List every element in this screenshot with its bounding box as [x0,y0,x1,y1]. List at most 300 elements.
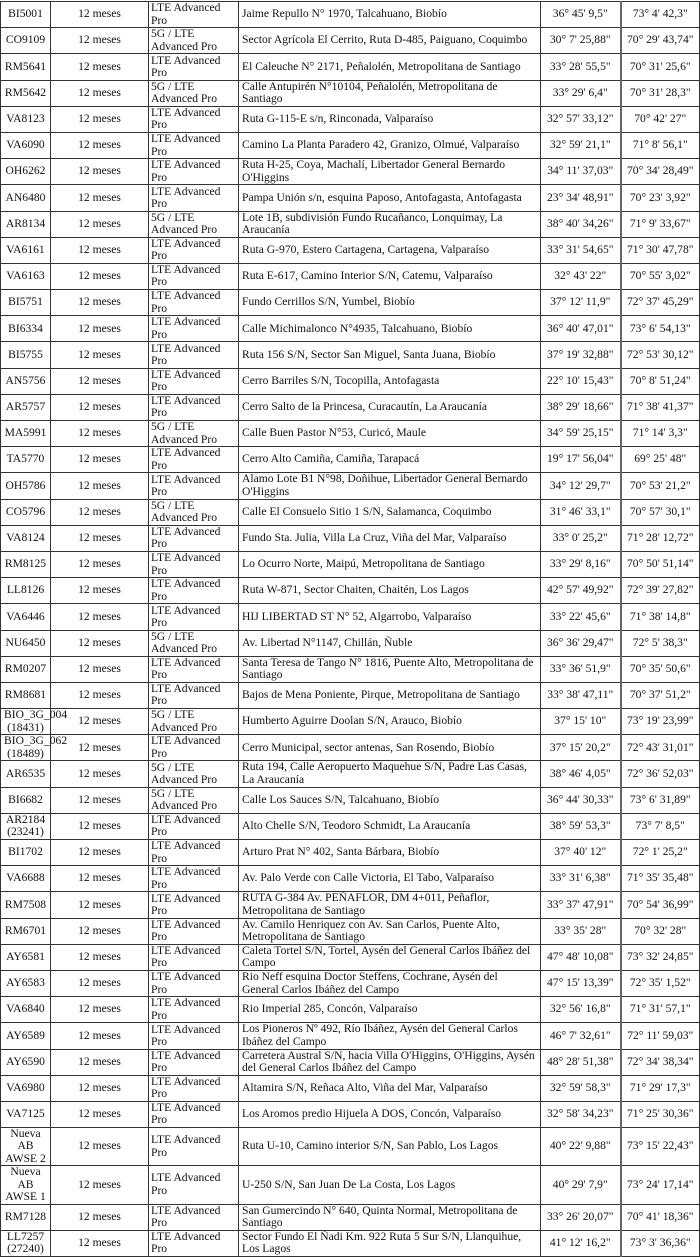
longitude-cell: 73° 32' 24,85" [621,944,700,970]
longitude-cell: 71° 30' 47,78" [621,237,700,263]
technology-cell: LTE Advanced Pro [149,1075,239,1101]
duration-cell: 12 meses [51,316,149,342]
address-cell: Ruta H-25, Coya, Machalí, Libertador General Bernardo O'Higgins [239,159,541,185]
address-cell: Lote 1B, subdivisión Fundo Rucañanco, Lonquimay, La Araucanía [239,211,541,237]
site-id-cell: MA5991 [1,421,51,447]
duration-cell: 12 meses [51,970,149,996]
site-id-cell: BI1702 [1,840,51,866]
table-row [1,604,700,630]
site-id-cell: AN6480 [1,185,51,211]
address-cell: Sector Fundo El Ñadi Km. 922 Ruta 5 Sur S/N, Llanquihue, Los Lagos [239,1230,541,1256]
site-id-cell: VA6161 [1,237,51,263]
site-id-cell: BIO_3G_062 (18489) [1,735,51,761]
table-row [1,761,700,787]
latitude-cell: 36° 44' 30,33" [541,787,621,813]
longitude-cell: 72° 1' 25,2" [621,840,700,866]
longitude-cell: 70° 35' 50,6" [621,656,700,682]
address-cell: Humberto Aguirre Doolan S/N, Arauco, Biobío [239,709,541,735]
site-id-cell: BI5755 [1,342,51,368]
latitude-cell: 34° 11' 37,03" [541,159,621,185]
latitude-cell: 37° 19' 32,88" [541,342,621,368]
table-row [1,290,700,316]
longitude-cell: 70° 55' 3,02" [621,263,700,289]
duration-cell: 12 meses [51,1230,149,1256]
technology-cell: LTE Advanced Pro [149,656,239,682]
address-cell: Cerro Barriles S/N, Tocopilla, Antofagasta [239,368,541,394]
latitude-cell: 37° 15' 20,2" [541,735,621,761]
address-cell: Santa Teresa de Tango N° 1816, Puente Alto, Metropolitana de Santiago [239,656,541,682]
site-id-cell: RM7128 [1,1204,51,1230]
address-cell: Los Aromos predio Hijuela A DOS, Concón, Valparaíso [239,1101,541,1127]
address-cell: Lo Ocurro Norte, Maipú, Metropolitana de Santiago [239,551,541,577]
duration-cell: 12 meses [51,80,149,106]
table-row [1,211,700,237]
duration-cell: 12 meses [51,1049,149,1075]
technology-cell: LTE Advanced Pro [149,394,239,420]
duration-cell: 12 meses [51,630,149,656]
latitude-cell: 32° 56' 16,8" [541,997,621,1023]
table-row [1,1075,700,1101]
table-row [1,682,700,708]
duration-cell: 12 meses [51,368,149,394]
table-row [1,1166,700,1204]
latitude-cell: 38° 46' 4,05" [541,761,621,787]
sites-table [0,1,700,1257]
duration-cell: 12 meses [51,1128,149,1166]
technology-cell: LTE Advanced Pro [149,1204,239,1230]
duration-cell: 12 meses [51,28,149,54]
longitude-cell: 70° 34' 28,49" [621,159,700,185]
duration-cell: 12 meses [51,1204,149,1230]
duration-cell: 12 meses [51,551,149,577]
technology-cell: LTE Advanced Pro [149,970,239,996]
technology-cell: LTE Advanced Pro [149,1023,239,1049]
address-cell: Caleta Tortel S/N, Tortel, Aysén del General Carlos Ibáñez del Campo [239,944,541,970]
address-cell: Rio Imperial 285, Concón, Valparaíso [239,997,541,1023]
longitude-cell: 71° 35' 35,48" [621,866,700,892]
duration-cell: 12 meses [51,735,149,761]
longitude-cell: 70° 37' 51,2" [621,682,700,708]
longitude-cell: 72° 11' 59,03" [621,1023,700,1049]
table-row [1,1204,700,1230]
table-row [1,316,700,342]
duration-cell: 12 meses [51,709,149,735]
latitude-cell: 32° 59' 58,3" [541,1075,621,1101]
site-id-cell: RM0207 [1,656,51,682]
longitude-cell: 72° 43' 31,01" [621,735,700,761]
duration-cell: 12 meses [51,290,149,316]
address-cell: Alamo Lote B1 N°98, Doñihue, Libertador General Bernardo O'Higgins [239,473,541,499]
address-cell: Calle Los Sauces S/N, Talcahuano, Biobío [239,787,541,813]
table-row [1,1128,700,1166]
latitude-cell: 33° 28' 55,5" [541,54,621,80]
latitude-cell: 37° 12' 11,9" [541,290,621,316]
site-id-cell: AR6535 [1,761,51,787]
longitude-cell: 72° 37' 45,29" [621,290,700,316]
site-id-cell: VA7125 [1,1101,51,1127]
longitude-cell: 70° 32' 28" [621,918,700,944]
duration-cell: 12 meses [51,1166,149,1204]
longitude-cell: 71° 14' 3,3" [621,421,700,447]
longitude-cell: 70° 41' 18,36" [621,1204,700,1230]
table-row [1,159,700,185]
table-row [1,787,700,813]
latitude-cell: 36° 40' 47,01" [541,316,621,342]
technology-cell: LTE Advanced Pro [149,892,239,918]
address-cell: Ruta U-10, Camino interior S/N, San Pablo, Los Lagos [239,1128,541,1166]
site-id-cell: RM5641 [1,54,51,80]
duration-cell: 12 meses [51,211,149,237]
address-cell: Ruta 156 S/N, Sector San Miguel, Santa Juana, Biobío [239,342,541,368]
site-id-cell: BI5751 [1,290,51,316]
address-cell: Cerro Salto de la Princesa, Curacautín, La Araucanía [239,394,541,420]
longitude-cell: 71° 28' 12,72" [621,525,700,551]
address-cell: Av. Libertad N°1147, Chillán, Ñuble [239,630,541,656]
latitude-cell: 33° 36' 51,9" [541,656,621,682]
site-id-cell: VA6446 [1,604,51,630]
table-row [1,421,700,447]
latitude-cell: 32° 58' 34,23" [541,1101,621,1127]
duration-cell: 12 meses [51,263,149,289]
site-id-cell: AY6583 [1,970,51,996]
latitude-cell: 34° 12' 29,7" [541,473,621,499]
table-row [1,1049,700,1075]
duration-cell: 12 meses [51,132,149,158]
table-row [1,368,700,394]
technology-cell: LTE Advanced Pro [149,1128,239,1166]
address-cell: San Gumercindo N° 640, Quinta Normal, Metropolitana de Santiago [239,1204,541,1230]
latitude-cell: 36° 45' 9,5" [541,2,621,28]
site-id-cell: VA6840 [1,997,51,1023]
duration-cell: 12 meses [51,813,149,839]
latitude-cell: 37° 40' 12" [541,840,621,866]
table-row [1,28,700,54]
table-row [1,1230,700,1256]
longitude-cell: 73° 7' 8,5" [621,813,700,839]
address-cell: Los Pioneros Nº 492, Río Ibáñez, Aysén del General Carlos Ibáñez del Campo [239,1023,541,1049]
technology-cell: LTE Advanced Pro [149,840,239,866]
address-cell: Jaime Repullo N° 1970, Talcahuano, Biobío [239,2,541,28]
latitude-cell: 48° 28' 51,38" [541,1049,621,1075]
longitude-cell: 71° 25' 30,36" [621,1101,700,1127]
address-cell: Camino La Planta Paradero 42, Granizo, Olmué, Valparaíso [239,132,541,158]
technology-cell: 5G / LTE Advanced Pro [149,499,239,525]
technology-cell: LTE Advanced Pro [149,237,239,263]
address-cell: Cerro Municipal, sector antenas, San Rosendo, Biobío [239,735,541,761]
table-row [1,630,700,656]
longitude-cell: 70° 23' 3,92" [621,185,700,211]
table-row [1,1023,700,1049]
technology-cell: 5G / LTE Advanced Pro [149,421,239,447]
longitude-cell: 70° 42' 27" [621,106,700,132]
table-row [1,394,700,420]
technology-cell: LTE Advanced Pro [149,106,239,132]
longitude-cell: 71° 31' 57,1" [621,997,700,1023]
latitude-cell: 47° 15' 13,39" [541,970,621,996]
longitude-cell: 73° 15' 22,43" [621,1128,700,1166]
technology-cell: 5G / LTE Advanced Pro [149,709,239,735]
duration-cell: 12 meses [51,185,149,211]
duration-cell: 12 meses [51,421,149,447]
address-cell: RUTA G-384 Av. PEÑAFLOR, DM 4+011, Peñaflor, Metropolitana de Santiago [239,892,541,918]
latitude-cell: 47° 48' 10,08" [541,944,621,970]
longitude-cell: 73° 4' 42,3" [621,2,700,28]
table-row [1,551,700,577]
latitude-cell: 32° 43' 22" [541,263,621,289]
latitude-cell: 34° 59' 25,15" [541,421,621,447]
site-id-cell: CO9109 [1,28,51,54]
technology-cell: LTE Advanced Pro [149,1049,239,1075]
duration-cell: 12 meses [51,1023,149,1049]
technology-cell: LTE Advanced Pro [149,1166,239,1204]
technology-cell: LTE Advanced Pro [149,866,239,892]
latitude-cell: 30° 7' 25,88" [541,28,621,54]
latitude-cell: 33° 31' 54,65" [541,237,621,263]
longitude-cell: 72° 5' 38,3" [621,630,700,656]
site-id-cell: RM6701 [1,918,51,944]
site-id-cell: VA8124 [1,525,51,551]
table-row [1,997,700,1023]
address-cell: Calle Michimalonco N°4935, Talcahuano, Biobío [239,316,541,342]
duration-cell: 12 meses [51,682,149,708]
table-row [1,944,700,970]
latitude-cell: 33° 37' 47,91" [541,892,621,918]
site-id-cell: BIO_3G_004 (18431) [1,709,51,735]
longitude-cell: 70° 8' 51,24" [621,368,700,394]
longitude-cell: 73° 3' 36,36" [621,1230,700,1256]
site-id-cell: TA5770 [1,447,51,473]
duration-cell: 12 meses [51,159,149,185]
address-cell: Alto Chelle S/N, Teodoro Schmidt, La Araucanía [239,813,541,839]
technology-cell: 5G / LTE Advanced Pro [149,630,239,656]
technology-cell: LTE Advanced Pro [149,263,239,289]
address-cell: U-250 S/N, San Juan De La Costa, Los Lagos [239,1166,541,1204]
latitude-cell: 38° 59' 53,3" [541,813,621,839]
longitude-cell: 73° 19' 23,99" [621,709,700,735]
longitude-cell: 69° 25' 48" [621,447,700,473]
site-id-cell: VA6090 [1,132,51,158]
technology-cell: 5G / LTE Advanced Pro [149,28,239,54]
address-cell: Pampa Unión s/n, esquina Paposo, Antofagasta, Antofagasta [239,185,541,211]
latitude-cell: 19° 17' 56,04" [541,447,621,473]
longitude-cell: 70° 54' 36,99" [621,892,700,918]
duration-cell: 12 meses [51,499,149,525]
table-row [1,813,700,839]
duration-cell: 12 meses [51,342,149,368]
duration-cell: 12 meses [51,892,149,918]
site-id-cell: RM8681 [1,682,51,708]
duration-cell: 12 meses [51,1075,149,1101]
site-id-cell: OH5786 [1,473,51,499]
address-cell: Calle El Consuelo Sitio 1 S/N, Salamanca, Coquimbo [239,499,541,525]
longitude-cell: 70° 29' 43,74" [621,28,700,54]
address-cell: Calle Buen Pastor N°53, Curicó, Maule [239,421,541,447]
longitude-cell: 70° 57' 30,1" [621,499,700,525]
table-row [1,918,700,944]
site-id-cell: Nueva AB AWSE 2 [1,1128,51,1166]
longitude-cell: 71° 9' 33,67" [621,211,700,237]
technology-cell: LTE Advanced Pro [149,944,239,970]
site-id-cell: AY6589 [1,1023,51,1049]
latitude-cell: 32° 59' 21,1" [541,132,621,158]
technology-cell: LTE Advanced Pro [149,551,239,577]
table-row [1,840,700,866]
table-row [1,2,700,28]
site-id-cell: AY6581 [1,944,51,970]
table-row [1,263,700,289]
technology-cell: LTE Advanced Pro [149,368,239,394]
table-row [1,473,700,499]
technology-cell: LTE Advanced Pro [149,813,239,839]
table-row [1,237,700,263]
site-id-cell: VA6688 [1,866,51,892]
latitude-cell: 22° 10' 15,43" [541,368,621,394]
table-row [1,499,700,525]
site-id-cell: BI6334 [1,316,51,342]
technology-cell: LTE Advanced Pro [149,525,239,551]
duration-cell: 12 meses [51,787,149,813]
duration-cell: 12 meses [51,447,149,473]
technology-cell: LTE Advanced Pro [149,159,239,185]
table-row [1,106,700,132]
site-id-cell: AR2184 (23241) [1,813,51,839]
latitude-cell: 33° 29' 6,4" [541,80,621,106]
longitude-cell: 72° 35' 1,52" [621,970,700,996]
longitude-cell: 70° 31' 25,6" [621,54,700,80]
sites-table-body [1,2,700,1257]
site-id-cell: NU6450 [1,630,51,656]
longitude-cell: 71° 38' 41,37" [621,394,700,420]
address-cell: Ruta E-617, Camino Interior S/N, Catemu, Valparaíso [239,263,541,289]
site-id-cell: RM8125 [1,551,51,577]
duration-cell: 12 meses [51,525,149,551]
address-cell: Av. Palo Verde con Calle Victoria, El Tabo, Valparaíso [239,866,541,892]
longitude-cell: 72° 53' 30,12" [621,342,700,368]
technology-cell: LTE Advanced Pro [149,997,239,1023]
longitude-cell: 71° 8' 56,1" [621,132,700,158]
site-id-cell: AN5756 [1,368,51,394]
technology-cell: LTE Advanced Pro [149,1101,239,1127]
technology-cell: LTE Advanced Pro [149,185,239,211]
site-id-cell: VA8123 [1,106,51,132]
latitude-cell: 33° 31' 6,38" [541,866,621,892]
duration-cell: 12 meses [51,840,149,866]
longitude-cell: 71° 38' 14,8" [621,604,700,630]
longitude-cell: 70° 50' 51,14" [621,551,700,577]
duration-cell: 12 meses [51,394,149,420]
site-id-cell: VA6980 [1,1075,51,1101]
latitude-cell: 23° 34' 48,91" [541,185,621,211]
address-cell: Av. Camilo Henriquez con Av. San Carlos, Puente Alto, Metropolitana de Santiago [239,918,541,944]
duration-cell: 12 meses [51,997,149,1023]
address-cell: Fundo Sta. Julia, Villa La Cruz, Viña del Mar, Valparaíso [239,525,541,551]
address-cell: Carretera Austral S/N, hacia Villa O'Higgins, O'Higgins, Aysén del General Carlos Ibáñez del Campo [239,1049,541,1075]
duration-cell: 12 meses [51,237,149,263]
latitude-cell: 33° 26' 20,07" [541,1204,621,1230]
latitude-cell: 38° 40' 34,26" [541,211,621,237]
table-row [1,447,700,473]
address-cell: Fundo Cerrillos S/N, Yumbel, Biobío [239,290,541,316]
site-id-cell: RM5642 [1,80,51,106]
latitude-cell: 36° 36' 29,47" [541,630,621,656]
duration-cell: 12 meses [51,54,149,80]
latitude-cell: 33° 38' 47,11" [541,682,621,708]
technology-cell: 5G / LTE Advanced Pro [149,787,239,813]
address-cell: HIJ LIBERTAD ST N° 52, Algarrobo, Valparaíso [239,604,541,630]
address-cell: Arturo Prat N° 402, Santa Bárbara, Biobío [239,840,541,866]
technology-cell: 5G / LTE Advanced Pro [149,761,239,787]
table-row [1,656,700,682]
duration-cell: 12 meses [51,1101,149,1127]
duration-cell: 12 meses [51,578,149,604]
technology-cell: LTE Advanced Pro [149,2,239,28]
technology-cell: LTE Advanced Pro [149,473,239,499]
latitude-cell: 33° 22' 45,6" [541,604,621,630]
latitude-cell: 40° 29' 7,9" [541,1166,621,1204]
latitude-cell: 33° 29' 8,16" [541,551,621,577]
address-cell: Ruta G-115-E s/n, Rinconada, Valparaíso [239,106,541,132]
site-id-cell: OH6262 [1,159,51,185]
table-row [1,80,700,106]
latitude-cell: 33° 35' 28" [541,918,621,944]
table-row [1,866,700,892]
longitude-cell: 72° 34' 38,34" [621,1049,700,1075]
technology-cell: LTE Advanced Pro [149,1230,239,1256]
site-id-cell: BI6682 [1,787,51,813]
technology-cell: LTE Advanced Pro [149,682,239,708]
address-cell: Ruta G-970, Estero Cartagena, Cartagena, Valparaíso [239,237,541,263]
site-id-cell: BI5001 [1,2,51,28]
duration-cell: 12 meses [51,604,149,630]
technology-cell: LTE Advanced Pro [149,316,239,342]
table-row [1,54,700,80]
address-cell: Altamira S/N, Reñaca Alto, Viña del Mar, Valparaíso [239,1075,541,1101]
table-row [1,735,700,761]
technology-cell: LTE Advanced Pro [149,132,239,158]
site-id-cell: LL7257 (27240) [1,1230,51,1256]
address-cell: Calle Antupirén N°10104, Peñalolén, Metropolitana de Santiago [239,80,541,106]
table-row [1,342,700,368]
table-row [1,709,700,735]
latitude-cell: 41° 12' 16,2" [541,1230,621,1256]
technology-cell: LTE Advanced Pro [149,918,239,944]
table-row [1,525,700,551]
site-id-cell: AY6590 [1,1049,51,1075]
latitude-cell: 40° 22' 9,88" [541,1128,621,1166]
duration-cell: 12 meses [51,944,149,970]
duration-cell: 12 meses [51,866,149,892]
longitude-cell: 71° 29' 17,3" [621,1075,700,1101]
site-id-cell: VA6163 [1,263,51,289]
table-row [1,578,700,604]
table-row [1,1101,700,1127]
duration-cell: 12 meses [51,656,149,682]
latitude-cell: 31° 46' 33,1" [541,499,621,525]
duration-cell: 12 meses [51,2,149,28]
site-id-cell: LL8126 [1,578,51,604]
latitude-cell: 37° 15' 10" [541,709,621,735]
technology-cell: LTE Advanced Pro [149,604,239,630]
longitude-cell: 73° 24' 17,14" [621,1166,700,1204]
technology-cell: LTE Advanced Pro [149,578,239,604]
longitude-cell: 72° 36' 52,03" [621,761,700,787]
table-row [1,892,700,918]
address-cell: Sector Agrícola El Cerrito, Ruta D-485, Paiguano, Coquimbo [239,28,541,54]
technology-cell: 5G / LTE Advanced Pro [149,80,239,106]
longitude-cell: 72° 39' 27,82" [621,578,700,604]
duration-cell: 12 meses [51,473,149,499]
site-id-cell: CO5796 [1,499,51,525]
